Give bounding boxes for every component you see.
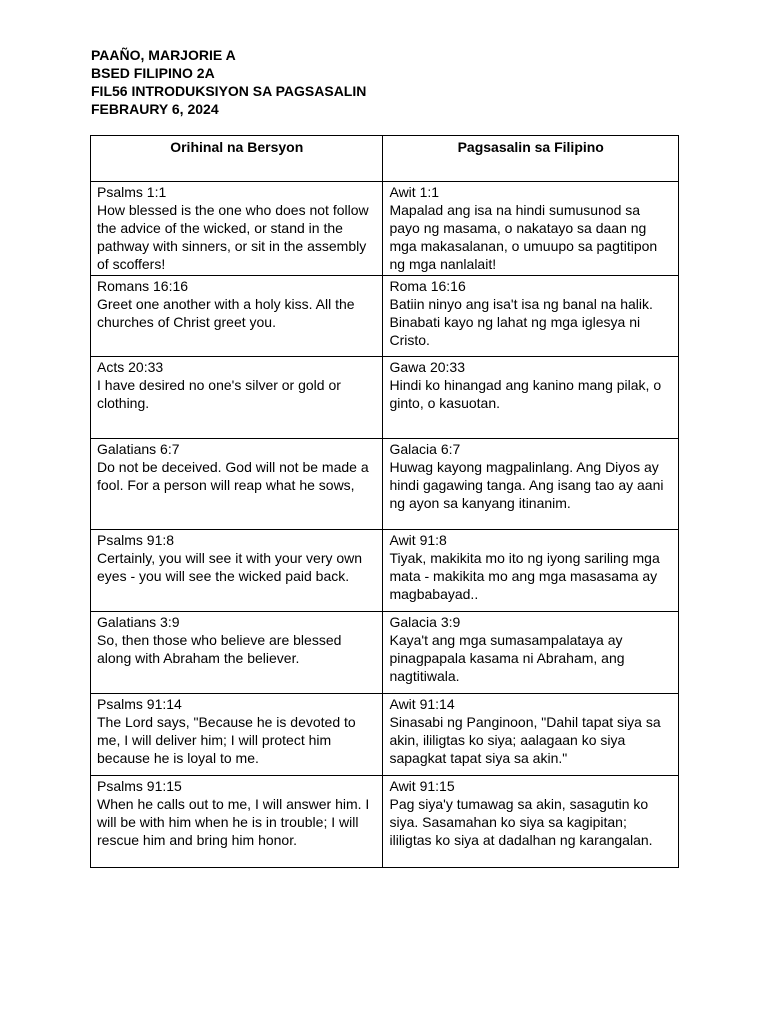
verse-text: So, then those who believe are blessed along with Abraham the believer. <box>97 632 342 666</box>
verse-text: Hindi ko hinangad ang kanino mang pilak, o ginto, o kasuotan. <box>389 377 662 411</box>
verse-text: When he calls out to me, I will answer him. I will be with him when he is in trouble; I will rescue him and bring him honor. <box>97 796 370 848</box>
verse-reference: Psalms 91:8 <box>97 532 175 548</box>
verse-text: Tiyak, makikita mo ito ng iyong sariling mga mata - makikita mo ang mga masasama ay magbabayad.. <box>389 550 660 602</box>
table-row <box>91 439 679 530</box>
verse-reference: Awit 91:15 <box>389 778 455 794</box>
verse-text: Kaya't ang mga sumasampalataya ay pinagpapala kasama ni Abraham, ang nagtitiwala. <box>389 632 625 684</box>
translation-cell <box>383 357 679 439</box>
table-header-row <box>91 136 679 182</box>
verse-text: Do not be deceived. God will not be made a fool. For a person will reap what he sows, <box>97 459 369 493</box>
table-row <box>91 357 679 439</box>
verse-text: Sinasabi ng Panginoon, "Dahil tapat siya sa akin, ililigtas ko siya; aalagaan ko siya sapagkat tapat siya sa akin." <box>389 714 661 766</box>
verse-reference: Acts 20:33 <box>97 359 164 375</box>
translation-cell <box>383 530 679 612</box>
table-row <box>91 182 679 276</box>
verse-reference: Awit 1:1 <box>389 184 440 200</box>
original-cell <box>91 694 383 776</box>
verse-text: Batiin ninyo ang isa't isa ng banal na halik. Binabati kayo ng lahat ng mga iglesya ni Cristo. <box>389 296 653 348</box>
translation-cell <box>383 776 679 868</box>
verse-reference: Psalms 91:15 <box>97 778 182 794</box>
verse-reference: Gawa 20:33 <box>389 359 465 375</box>
original-cell <box>91 357 383 439</box>
verse-reference: Galatians 6:7 <box>97 441 180 457</box>
table-row <box>91 776 679 868</box>
verse-reference: Awit 91:14 <box>389 696 455 712</box>
table-row <box>91 530 679 612</box>
verse-text: Certainly, you will see it with your very own eyes - you will see the wicked paid back. <box>97 550 363 584</box>
original-cell <box>91 276 383 357</box>
program-section: BSED FILIPINO 2A <box>91 65 215 81</box>
translation-cell <box>383 182 679 276</box>
verse-text: Greet one another with a holy kiss. All the churches of Christ greet you. <box>97 296 355 330</box>
verse-text: Mapalad ang isa na hindi sumusunod sa payo ng masama, o nakatayo sa daan ng mga makasalanan, o umuupo sa pagtitipon ng mga nanlalait! <box>389 202 658 272</box>
original-cell <box>91 530 383 612</box>
translation-table <box>90 135 679 868</box>
translation-cell <box>383 276 679 357</box>
translation-cell <box>383 694 679 776</box>
verse-text: Huwag kayong magpalinlang. Ang Diyos ay hindi gagawing tanga. Ang isang tao ay aani ng ayon sa kanyang itinanim. <box>389 459 664 511</box>
table-row <box>91 612 679 694</box>
verse-text: Pag siya'y tumawag sa akin, sasagutin ko siya. Sasamahan ko siya sa kagipitan; ililigtas ko siya at dadalhan ng karangalan. <box>389 796 653 848</box>
verse-reference: Galacia 3:9 <box>389 614 461 630</box>
verse-reference: Awit 91:8 <box>389 532 447 548</box>
verse-text: How blessed is the one who does not follow the advice of the wicked, or stand in the pathway with sinners, or sit in the assembly of scoffers! <box>97 202 369 272</box>
verse-reference: Psalms 1:1 <box>97 184 167 200</box>
original-cell <box>91 612 383 694</box>
translation-cell <box>383 612 679 694</box>
document-date: FEBRAURY 6, 2024 <box>91 101 219 117</box>
verse-text: The Lord says, "Because he is devoted to me, I will deliver him; I will protect him because he is loyal to me. <box>97 714 356 766</box>
verse-reference: Roma 16:16 <box>389 278 466 294</box>
course-title: FIL56 INTRODUKSIYON SA PAGSASALIN <box>91 83 367 99</box>
verse-text: I have desired no one's silver or gold or clothing. <box>97 377 341 411</box>
table-row <box>91 276 679 357</box>
table-row <box>91 694 679 776</box>
original-cell <box>91 776 383 868</box>
translation-cell <box>383 439 679 530</box>
original-cell <box>91 182 383 276</box>
verse-reference: Romans 16:16 <box>97 278 189 294</box>
student-name: PAAÑO, MARJORIE A <box>91 47 236 63</box>
original-cell <box>91 439 383 530</box>
column-header-original: Orihinal na Bersyon <box>91 136 383 182</box>
verse-reference: Galatians 3:9 <box>97 614 180 630</box>
column-header-translation: Pagsasalin sa Filipino <box>383 136 679 182</box>
verse-reference: Galacia 6:7 <box>389 441 461 457</box>
verse-reference: Psalms 91:14 <box>97 696 182 712</box>
document-header <box>91 46 366 118</box>
